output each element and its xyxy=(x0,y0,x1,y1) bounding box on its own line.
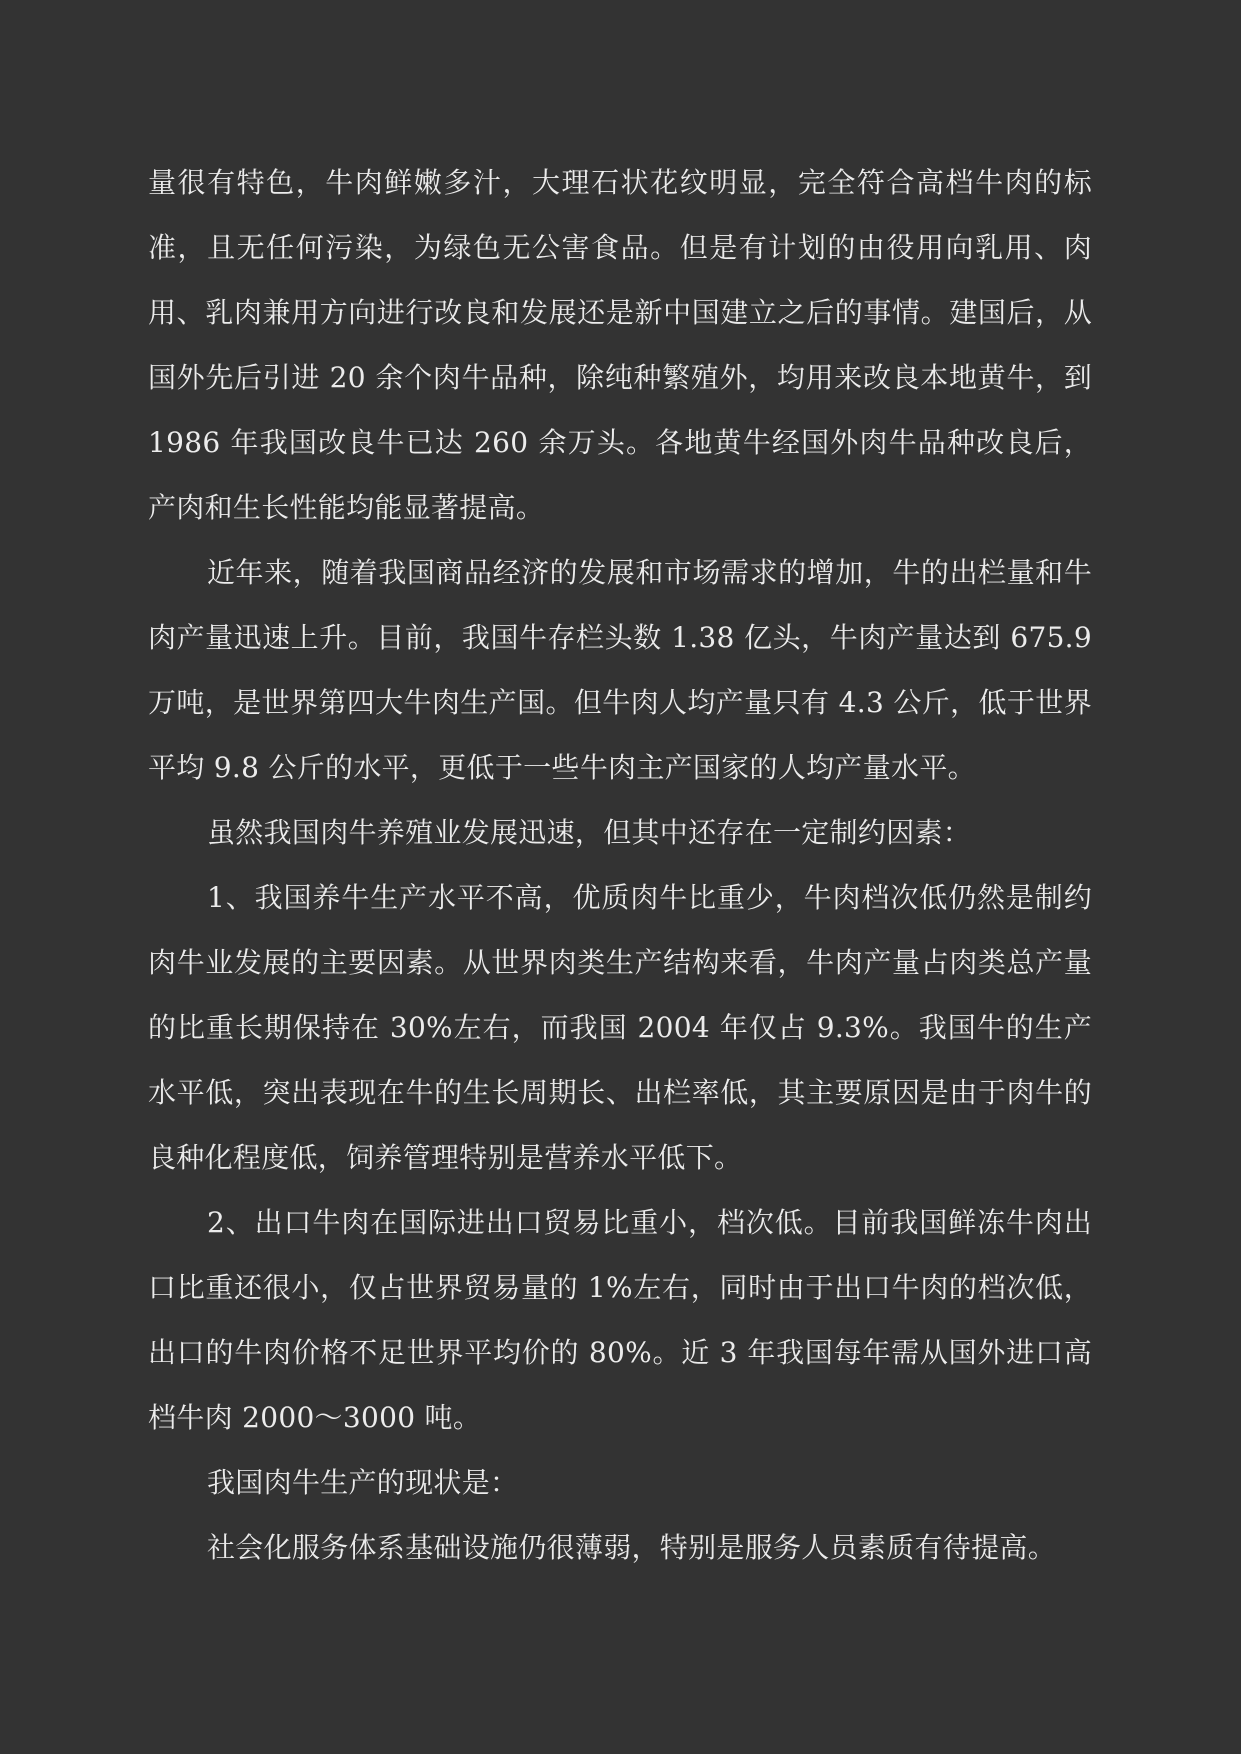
list-item-paragraph: 1、我国养牛生产水平不高，优质肉牛比重少，牛肉档次低仍然是制约肉牛业发展的主要因素。从世界肉类生产结构来看，牛肉产量占肉类总产量的比重长期保持在 30%左右，而我国 2004 年仅占 9.3%。我国牛的生产水平低，突出表现在牛的生长周期长、出栏率低，其主要原因是由于肉牛的良种化程度低，饲养管理特别是营养水平低下。 xyxy=(148,881,1092,1174)
body-paragraph: 我国肉牛生产的现状是： xyxy=(207,1466,519,1499)
list-item-paragraph: 2、出口牛肉在国际进出口贸易比重小，档次低。目前我国鲜冻牛肉出口比重还很小，仅占世界贸易量的 1%左右，同时由于出口牛肉的档次低，出口的牛肉价格不足世界平均价的 80%。近 3 年我国每年需从国外进口高档牛肉 2000～3000 吨。 xyxy=(148,1206,1092,1434)
body-paragraph: 虽然我国肉牛养殖业发展迅速，但其中还存在一定制约因素： xyxy=(207,816,972,849)
body-paragraph: 近年来，随着我国商品经济的发展和市场需求的增加，牛的出栏量和牛肉产量迅速上升。目前，我国牛存栏头数 1.38 亿头，牛肉产量达到 675.9 万吨，是世界第四大牛肉生产国。但牛肉人均产量只有 4.3 公斤，低于世界平均 9.8 公斤的水平，更低于一些牛肉主产国家的人均产量水平。 xyxy=(148,556,1092,784)
body-paragraph: 社会化服务体系基础设施仍很薄弱，特别是服务人员素质有待提高。 xyxy=(207,1531,1057,1564)
body-paragraph-continued: 量很有特色，牛肉鲜嫩多汁，大理石状花纹明显，完全符合高档牛肉的标准，且无任何污染，为绿色无公害食品。但是有计划的由役用向乳用、肉用、乳肉兼用方向进行改良和发展还是新中国建立之后的事情。建国后，从国外先后引进 20 余个肉牛品种，除纯种繁殖外，均用来改良本地黄牛，到 1986 年我国改良牛已达 260 余万头。各地黄牛经国外肉牛品种改良后，产肉和生长性能均能显著提高。 xyxy=(148,166,1092,524)
